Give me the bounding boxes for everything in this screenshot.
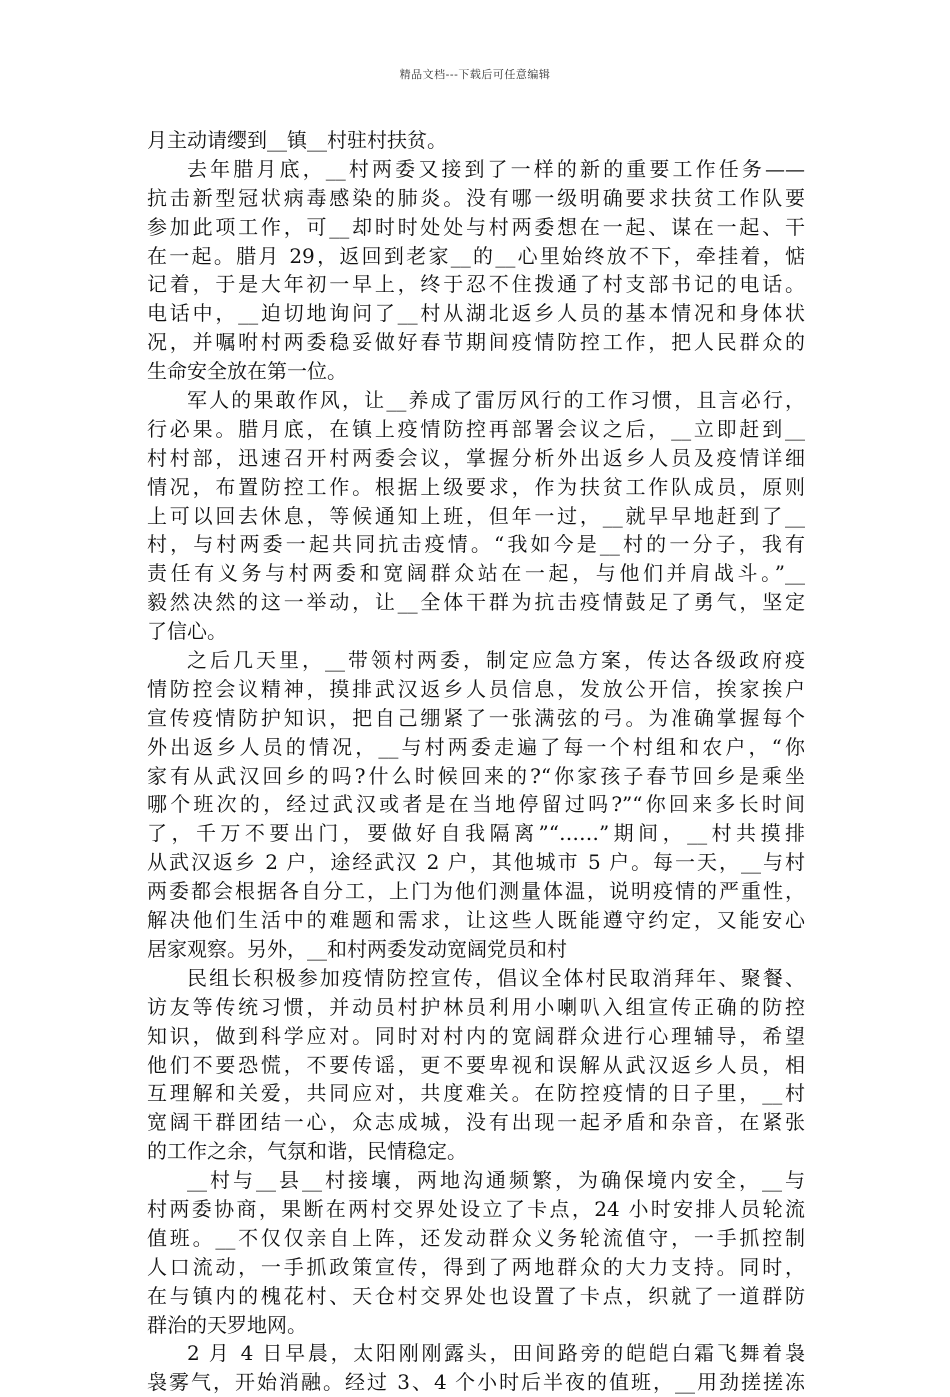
text-line: 2 月 4 日早晨，太阳刚刚露头，田间路旁的皑皑白霜飞舞着袅: [187, 1341, 805, 1366]
text-line: 他们不要恐慌，不要传谣，更不要卑视和误解从武汉返乡人员，相: [147, 1052, 805, 1077]
text-line: 村村部，迅速召开村两委会议，掌握分析外出返乡人员及疫情详细: [147, 445, 805, 470]
text-line: 两委都会根据各自分工，上门为他们测量体温，说明疫情的严重性，: [147, 879, 805, 904]
text-line: 抗击新型冠状病毒感染的肺炎。没有哪一级明确要求扶贫工作队要: [147, 185, 805, 210]
text-line: 村，与村两委一起共同抗击疫情。“我如今是__村的一分子，我有: [147, 532, 805, 557]
text-line: 在一起。腊月 29，返回到老家__的__心里始终放不下，牵挂着，惦: [147, 243, 805, 268]
text-line: 月主动请缨到__镇__村驻村扶贫。: [147, 128, 447, 152]
text-line: 生命安全放在第一位。: [147, 359, 347, 384]
text-line: 上可以回去休息，等候通知上班，但年一过，__就早早地赶到了__: [147, 503, 805, 528]
text-line: 哪个班次的，经过武汉或者是在当地停留过吗?”“你回来多长时间: [147, 792, 805, 817]
text-line: 人口流动，一手抓政策宣传，得到了两地群众的大力支持。同时，: [147, 1254, 805, 1279]
text-line: 村两委协商，果断在两村交界处设立了卡点，24 小时安排人员轮流: [147, 1196, 805, 1221]
text-line: 之后几天里，__带领村两委，制定应急方案，传达各级政府疫: [187, 648, 805, 673]
text-line: 互理解和关爱，共同应对，共度难关。在防控疫情的日子里，__村: [147, 1081, 805, 1106]
text-line: 电话中，__迫切地询问了__村从湖北返乡人员的基本情况和身体状: [147, 301, 805, 326]
text-line: 了，千万不要出门，要做好自我隔离”“……”期间，__村共摸排: [147, 821, 805, 846]
text-line: 的工作之余，气氛和谐，民情稳定。: [147, 1139, 467, 1164]
page-header: 精品文档---下载后可任意编辑: [399, 68, 551, 81]
text-line: 记着，于是大年初一早上，终于忍不住拨通了村支部书记的电话。: [147, 272, 805, 297]
text-line: 访友等传统习惯，并动员村护林员利用小喇叭入组宣传正确的防控: [147, 994, 805, 1019]
text-line: 解决他们生活中的难题和需求，让这些人既能遵守约定，又能安心: [147, 908, 805, 933]
text-line: 况，并嘱咐村两委稳妥做好春节期间疫情防控工作，把人民群众的: [147, 330, 805, 355]
text-line: 去年腊月底，__村两委又接到了一样的新的重要工作任务——: [187, 156, 805, 181]
text-line: 宣传疫情防护知识，把自己绷紧了一张满弦的弓。为准确掌握每个: [147, 705, 805, 730]
text-line: 在与镇内的槐花村、天仓村交界处也设置了卡点，织就了一道群防: [147, 1283, 805, 1308]
text-line: 毅然决然的这一举动，让__全体干群为抗击疫情鼓足了勇气，坚定: [147, 590, 805, 615]
document-body: [147, 126, 805, 1397]
text-line: 宽阔干群团结一心，众志成城，没有出现一起矛盾和杂音，在紧张: [147, 1110, 805, 1135]
text-line: 群治的天罗地网。: [147, 1312, 307, 1337]
text-line: 从武汉返乡 2 户，途经武汉 2 户，其他城市 5 户。每一天，__与村: [147, 850, 805, 875]
text-line: 情况，布置防控工作。根据上级要求，作为扶贫工作队成员，原则: [147, 474, 805, 499]
text-line: 值班。__不仅仅亲自上阵，还发动群众义务轮流值守，一手抓控制: [147, 1225, 805, 1250]
text-line: 行必果。腊月底，在镇上疫情防控再部署会议之后，__立即赶到__: [147, 416, 805, 441]
text-line: 了信心。: [147, 619, 227, 644]
text-line: 家有从武汉回乡的吗?什么时候回来的?“你家孩子春节回乡是乘坐: [147, 763, 805, 788]
text-line: 外出返乡人员的情况，__与村两委走遍了每一个村组和农户，“你: [147, 734, 805, 759]
text-line: 居家观察。另外，__和村两委发动宽阔党员和村: [147, 936, 567, 961]
text-line: 军人的果敢作风，让__养成了雷厉风行的工作习惯，且言必行，: [187, 388, 805, 413]
text-line: 责任有义务与村两委和宽阔群众站在一起，与他们并肩战斗。”__: [147, 561, 805, 586]
text-line: 参加此项工作，可__却时时处处与村两委想在一起、谋在一起、干: [147, 214, 805, 239]
text-line: 知识，做到科学应对。同时对村内的宽阔群众进行心理辅导，希望: [147, 1023, 805, 1048]
text-line: 袅雾气，开始消融。经过 3、4 个小时后半夜的值班，__用劲搓搓冻: [147, 1370, 805, 1395]
text-line: 情防控会议精神，摸排武汉返乡人员信息，发放公开信，挨家挨户: [147, 676, 805, 701]
text-line: __村与__县__村接壤，两地沟通频繁，为确保境内安全，__与: [187, 1168, 805, 1193]
text-line: 民组长积极参加疫情防控宣传，倡议全体村民取消拜年、聚餐、: [187, 965, 805, 990]
